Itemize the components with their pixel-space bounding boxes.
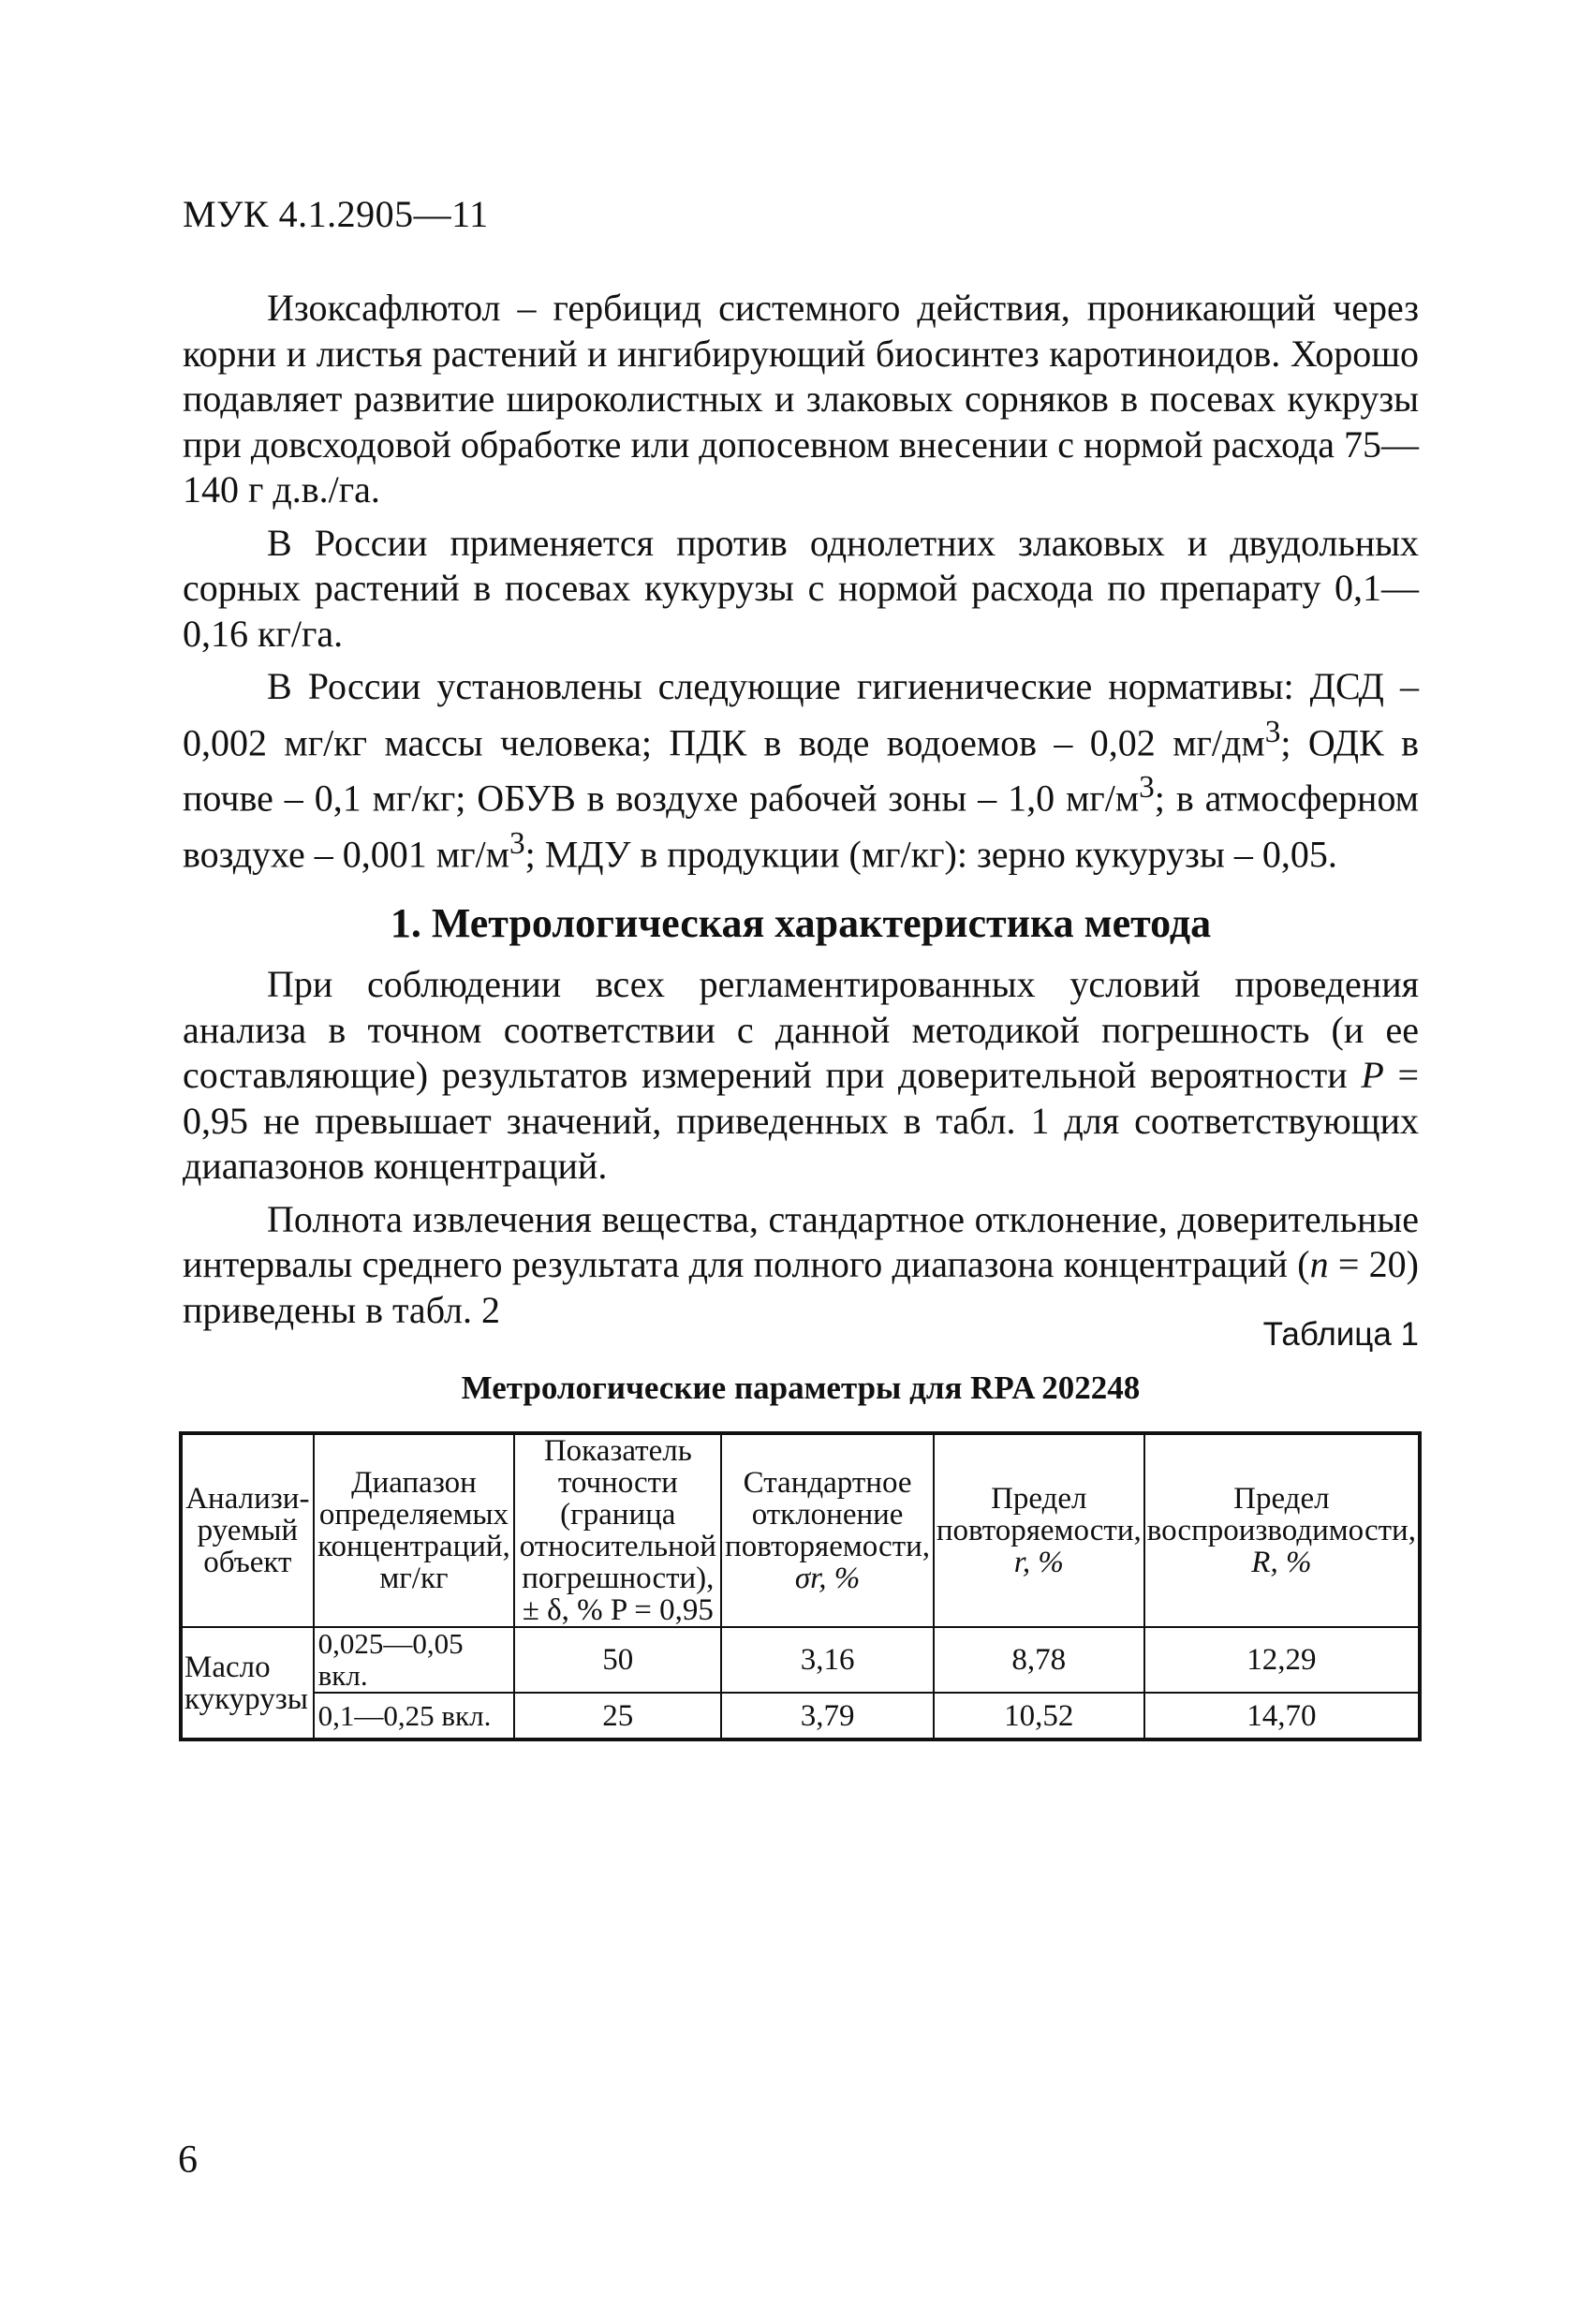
metrology-text: Полнота извлечения вещества, стандартное отклонение, доверительные интервалы среднего результата для полного диапазона концентраций ( xyxy=(183,1197,1419,1285)
running-title: МУК 4.1.2905—11 xyxy=(183,193,489,235)
norms-mid-1: ; ОДК в почве – 0,1 мг/кг; ОБУВ в воздухе рабочей зоны – 1,0 мг/м xyxy=(183,720,1420,820)
header-range: Диапазон определяемых концентраций, мг/кг xyxy=(314,1433,515,1627)
metrology-text: При соблюдении всех регламентированных условий проведения анализа в точном соответствии с данной методикой погрешность (и ее составляющие) результатов измерений при доверительной вероятности xyxy=(183,963,1419,1096)
table-row xyxy=(181,1627,1420,1693)
superscript: 3 xyxy=(1264,714,1281,749)
intro-paragraph-3 xyxy=(183,664,1419,878)
header-repro-unit: R, % xyxy=(1251,1546,1312,1579)
metrology-paragraph-2 xyxy=(183,1197,1419,1334)
header-stddev xyxy=(721,1433,934,1627)
object-line-2: кукурузы xyxy=(184,1681,308,1716)
table-row xyxy=(181,1693,1420,1739)
metrology-text: = 20) приведены в табл. 2 xyxy=(183,1243,1419,1331)
repro-cell: 12,29 xyxy=(1144,1627,1420,1693)
page-number: 6 xyxy=(178,2139,198,2182)
norms-mid-2: ; в атмосферном воздухе – 0,001 мг/м xyxy=(183,777,1419,876)
metrology-table xyxy=(179,1431,1422,1741)
header-stddev-unit: σr, % xyxy=(794,1562,861,1595)
header-object: Анализи-руемый объект xyxy=(181,1433,314,1627)
norms-tail: ; МДУ в продукции (мг/кг): зерно кукурузы – 0,05. xyxy=(524,833,1337,876)
intro-paragraph-2: В России применяется против однолетних злаковых и двудольных сорных растений в посевах кукурузы с нормой расхода по препарату 0,1—0,16 кг/га. xyxy=(183,521,1419,655)
repro-cell: 14,70 xyxy=(1144,1693,1420,1739)
header-accuracy-text: Показатель точности (граница относительной погрешности), xyxy=(519,1434,716,1595)
stddev-cell: 3,16 xyxy=(721,1627,934,1693)
range-cell: 0,1—0,25 вкл. xyxy=(314,1693,515,1739)
header-repeat-unit: r, % xyxy=(1013,1546,1064,1579)
metrology-section xyxy=(183,962,1419,1340)
intro-paragraph-1: Изоксафлютол – гербицид системного действия, проникающий через корни и листья растений и ингибирующий биосинтез каротиноидов. Хорошо подавляет развитие широколистных и злаковых сорняков в посевах кукрузы при довсходовой обработке или допосевном внесении с нормой расхода 75—140 г д.в./га. xyxy=(183,287,1419,511)
metrology-paragraph-1 xyxy=(183,962,1419,1190)
header-reproducibility xyxy=(1144,1433,1420,1627)
object-cell xyxy=(181,1627,314,1739)
variable-p: P xyxy=(1361,1054,1384,1096)
intro-section xyxy=(183,286,1419,885)
superscript: 3 xyxy=(509,826,525,862)
table-caption: Таблица 1 xyxy=(1262,1316,1419,1353)
metrology-text: = 0,95 не превышает значений, приведенных в табл. 1 для соответствующих диапазонов концентраций. xyxy=(183,1054,1420,1187)
header-stddev-text: Стандартное отклонение повторяемости, xyxy=(725,1466,931,1563)
superscript: 3 xyxy=(1139,770,1155,806)
accuracy-cell: 50 xyxy=(514,1627,721,1693)
range-cell: 0,025—0,05 вкл. xyxy=(314,1627,515,1693)
section-heading: 1. Метрологическая характеристика метода xyxy=(390,900,1212,946)
table-header-row xyxy=(181,1433,1420,1627)
object-line-1: Масло xyxy=(184,1650,271,1684)
norms-lead: В России установлены следующие гигиенические нормативы: ДСД – 0,002 мг/кг массы человека; ПДК в воде водоемов – 0,02 мг/дм xyxy=(183,665,1419,763)
table-title: Метрологические параметры для RPA 202248 xyxy=(461,1369,1141,1406)
header-repeatability xyxy=(934,1433,1144,1627)
accuracy-cell: 25 xyxy=(514,1693,721,1739)
stddev-cell: 3,79 xyxy=(721,1693,934,1739)
variable-n: n xyxy=(1309,1243,1329,1285)
repeat-cell: 8,78 xyxy=(934,1627,1144,1693)
header-accuracy xyxy=(514,1433,721,1627)
header-repro-text: Предел воспроизводимости, xyxy=(1146,1482,1416,1547)
header-accuracy-unit: ± δ, % P = 0,95 xyxy=(522,1593,714,1627)
header-repeat-text: Предел повторяемости, xyxy=(936,1482,1142,1547)
repeat-cell: 10,52 xyxy=(934,1693,1144,1739)
